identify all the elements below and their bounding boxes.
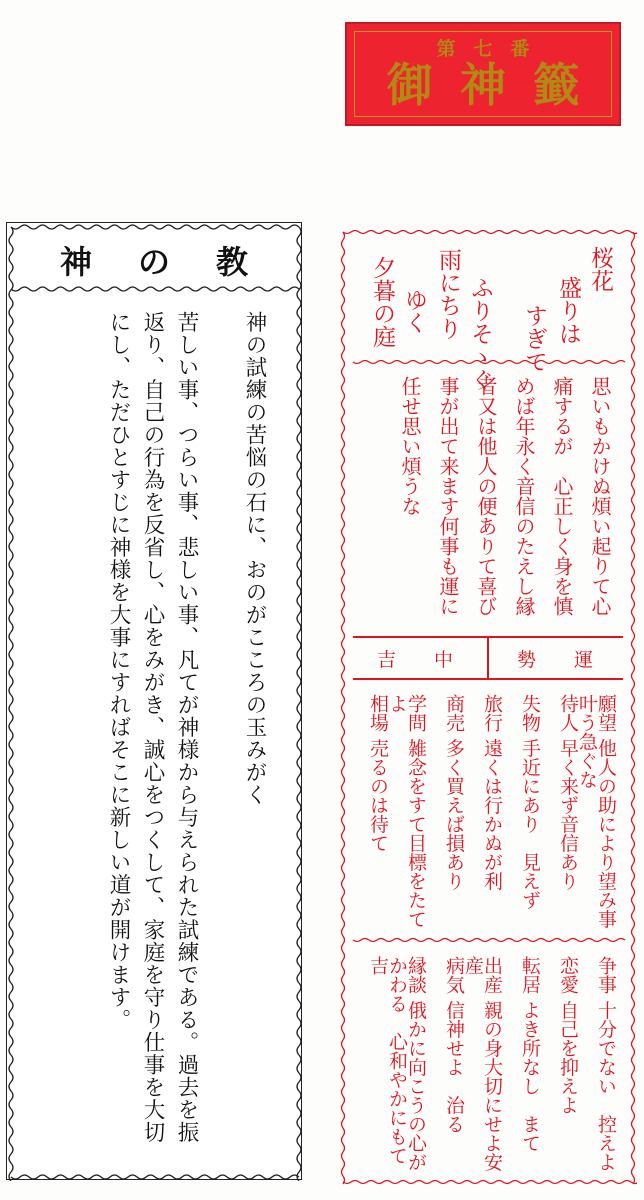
fortune-item bbox=[558, 694, 577, 930]
fortune-item bbox=[463, 956, 501, 1176]
fortune-row-divider bbox=[487, 636, 489, 678]
omikuji-header bbox=[345, 22, 621, 126]
fortune-item-label: 待人 bbox=[557, 694, 579, 732]
fortune-item bbox=[596, 956, 615, 1176]
explanation-column: 思いもかけぬ煩い起りて心 bbox=[588, 376, 612, 616]
fortune-item-text: 十分でない 控えよ bbox=[595, 1000, 617, 1172]
fortune-slip bbox=[339, 228, 637, 1186]
omikuji-title bbox=[355, 58, 611, 112]
title-char: 神 bbox=[459, 58, 506, 112]
kami-teaching-text bbox=[101, 311, 271, 1171]
fortune-item bbox=[387, 694, 425, 930]
fortune-item bbox=[558, 956, 577, 1176]
fortune-item-label: 願望 bbox=[595, 694, 617, 732]
fortune-item-label: 旅行 bbox=[481, 694, 503, 732]
fortune-item bbox=[577, 694, 615, 930]
explanation-column: めば年永く音信のたえし縁 bbox=[512, 376, 536, 616]
title-char: 御 bbox=[386, 58, 433, 112]
poem-column: すぎて bbox=[521, 304, 547, 373]
fortune-item bbox=[368, 694, 387, 930]
explanation-column: 任せ思い煩うな bbox=[398, 376, 422, 516]
explanation-column: 事が出て来ます何事も運に bbox=[436, 376, 460, 616]
number-char: 番 bbox=[510, 38, 530, 60]
teaching-column: にし、ただひとすじに神様を大事にすればそこに新しい道が開けます。 bbox=[106, 311, 131, 1031]
teaching-column: 神の試練の苦悩の石に、おのがこころの玉みがく bbox=[242, 311, 267, 806]
fortune-item-label: 学問 bbox=[405, 694, 427, 732]
fortune-item-text: 親の身大切にせよ安産 bbox=[462, 956, 503, 1172]
fortune-item-label: 相場 bbox=[367, 694, 389, 732]
number-char: 第 bbox=[436, 38, 456, 60]
fortune-item-label: 病気 bbox=[443, 956, 465, 994]
fortune-item-text: 自己を抑えよ bbox=[557, 1000, 579, 1115]
fortune-label: 勢 運 bbox=[517, 649, 594, 671]
fortune-number bbox=[355, 34, 611, 61]
poem-column: ふりそゝぐ bbox=[467, 276, 493, 391]
fortune-item bbox=[520, 694, 539, 930]
fortune-item-text: 早く来ず音信あり bbox=[557, 738, 579, 891]
poem-column: ゆく bbox=[401, 288, 427, 334]
explanation-column: 者又は他人の便ありて喜び bbox=[474, 376, 498, 616]
fortune-item-text: 多く買えば損あり bbox=[443, 738, 465, 891]
fortune-item bbox=[482, 694, 501, 930]
fortune-item-label: 商売 bbox=[443, 694, 465, 732]
fortune-item-label: 出産 bbox=[481, 956, 503, 994]
fortune-item-text: 他人の助により望み事叶う急ぐな bbox=[576, 694, 617, 929]
header-gold-frame bbox=[354, 31, 612, 117]
teaching-column: 苦しい事、つらい事、悲しい事、凡てが神様から与えられた試練である。過去を振 bbox=[174, 311, 199, 1144]
kami-title-char: 教 bbox=[216, 243, 249, 281]
poem-column: 桜花 bbox=[587, 246, 613, 292]
fortune-result: 吉 中 bbox=[377, 649, 454, 671]
fortune-item bbox=[368, 956, 425, 1176]
poem-column: 盛りは bbox=[555, 276, 581, 345]
fortune-item-label: 失物 bbox=[519, 694, 541, 732]
teaching-column: 返り、自己の行為を反省し、心をみがき、誠心をつくして、家庭を守り仕事を大切 bbox=[140, 311, 165, 1144]
poem-column: 夕暮の庭 bbox=[369, 256, 395, 348]
fortune-item-label: 縁談 bbox=[405, 956, 427, 994]
poem-column: 雨にちり bbox=[435, 248, 461, 340]
explanation-column: 痛するが 心正しく身を慎 bbox=[550, 376, 574, 616]
fortune-item bbox=[520, 956, 539, 1176]
kami-no-oshie-box bbox=[6, 222, 302, 1180]
fortune-item-text: 俄かに向こうの心がかわる 心和やかにもて吉 bbox=[367, 956, 427, 1172]
kami-title-char: の bbox=[137, 243, 170, 281]
fortune-item-label: 恋愛 bbox=[557, 956, 579, 994]
number-char: 七 bbox=[473, 38, 493, 60]
kami-title-char: 神 bbox=[59, 243, 92, 281]
fortune-item-text: よき所なし まて bbox=[519, 1000, 541, 1153]
fortune-item-text: 雑念をすて目標をたてよ bbox=[386, 694, 427, 929]
fortune-item-label: 転居 bbox=[519, 956, 541, 994]
fortune-item bbox=[444, 694, 463, 930]
fortune-item-text: 売るのは待て bbox=[367, 738, 389, 853]
fortune-item-text: 信神せよ 治る bbox=[443, 1000, 465, 1134]
fortune-item-text: 遠くは行かぬが利 bbox=[481, 738, 503, 891]
fortune-item-label: 争事 bbox=[595, 956, 617, 994]
fortune-item-text: 手近にあり 見えず bbox=[519, 738, 541, 910]
title-char: 籤 bbox=[533, 58, 580, 112]
kami-title bbox=[7, 237, 301, 283]
fortune-row-bottom-line bbox=[353, 678, 623, 680]
fortune-item bbox=[444, 956, 463, 1176]
